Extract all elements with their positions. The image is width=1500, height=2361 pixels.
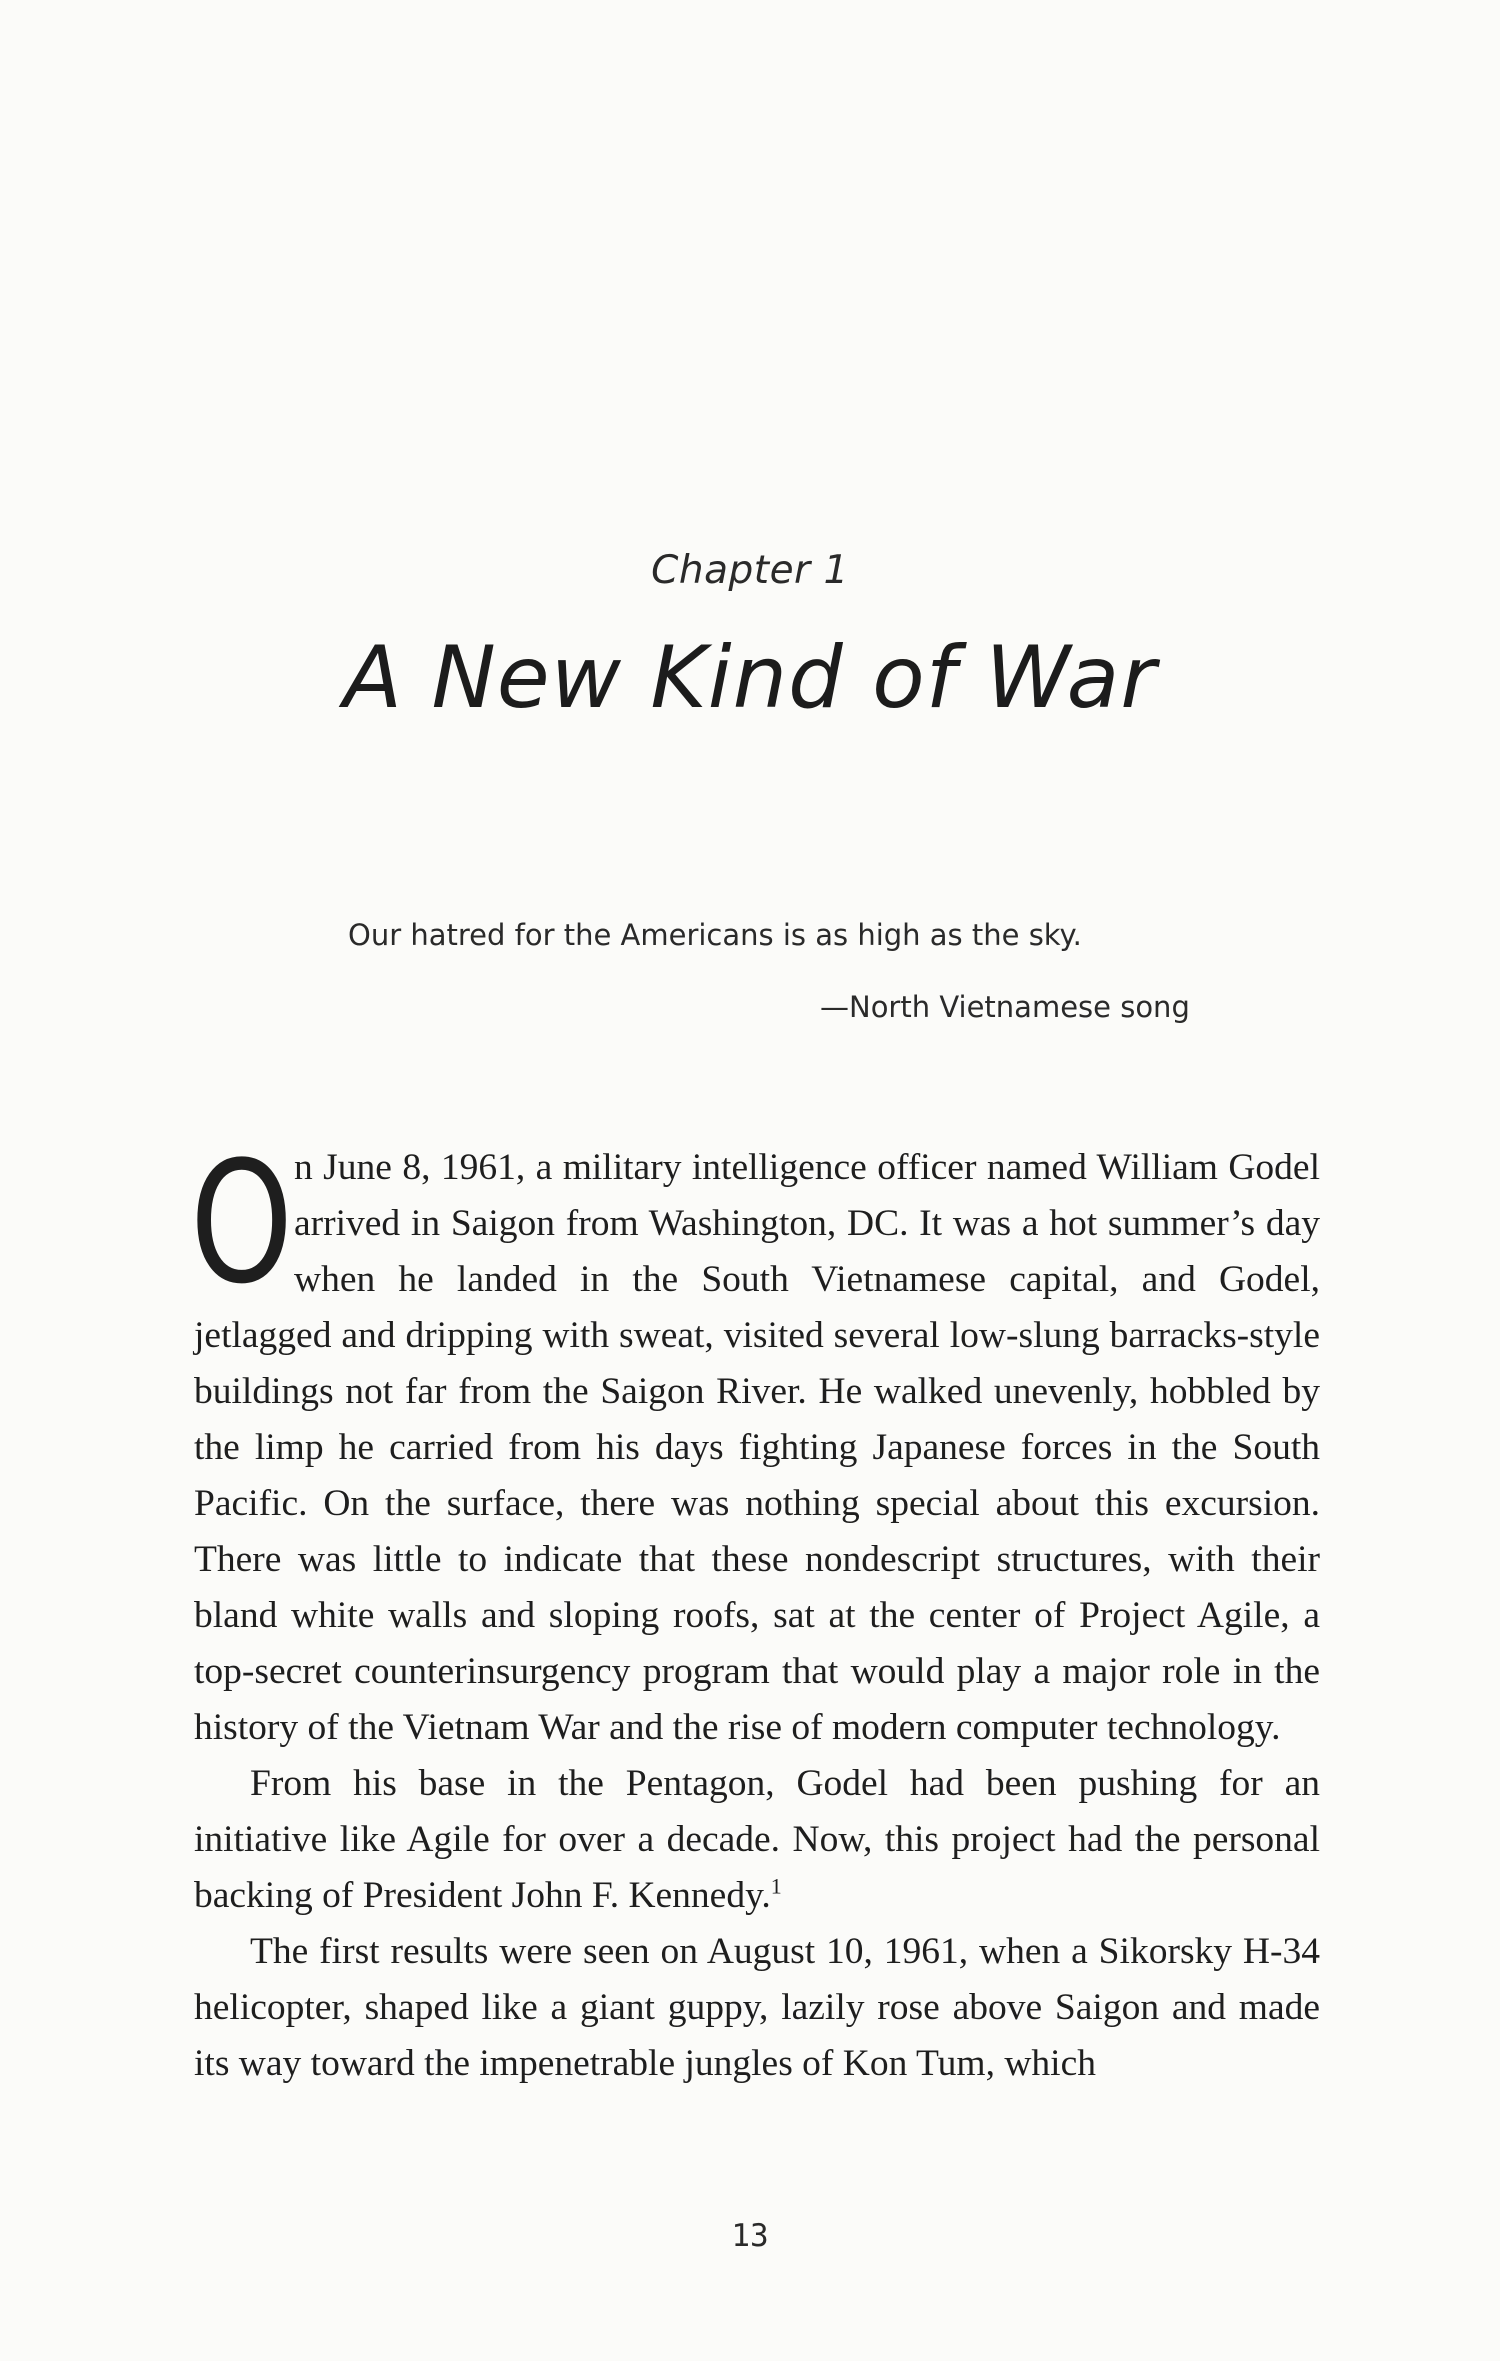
paragraph-1-text: n June 8, 1961, a military intelligence officer named William Godel arrived in Saigon from Washington, DC. It was a hot summer’s day when he landed in the South Vietnamese capital, and Godel, jetlagged and dripping with sweat, visited several low-slung barracks-style buildings not far from the Saigon River. He walked unevenly, hobbled by the limp he carried from his days fighting Japanese forces in the South Pacific. On the surface, there was nothing special about this excursion. There was little to indicate that these nondescript structures, with their bland white walls and sloping roofs, sat at the center of Project Agile, a top-secret counterinsurgency program that would play a major role in the history of the Vietnam War and the rise of modern computer technology.: [194, 1147, 1320, 1748]
paragraph-3: [194, 1924, 1320, 2092]
paragraph-2-text: From his base in the Pentagon, Godel had been pushing for an initiative like Agile for over a decade. Now, this project had the personal backing of President John F. Kennedy.: [194, 1763, 1320, 1916]
paragraph-2: [194, 1756, 1320, 1924]
page-number: 13: [731, 2218, 769, 2254]
chapter-body: [190, 1125, 1320, 2092]
epigraph-source: —North Vietnamese song: [820, 990, 1190, 1024]
chapter-title: A New Kind of War: [343, 628, 1157, 728]
drop-cap: O: [190, 1125, 294, 1321]
footnote-marker: 1: [770, 1873, 782, 1899]
epigraph-quote: Our hatred for the Americans is as high as the sky.: [348, 918, 1082, 952]
paragraph-1: [190, 1125, 1320, 1756]
paragraph-3-text: The first results were seen on August 10, 1961, when a Sikorsky H-34 helicopter, shaped like a giant guppy, lazily rose above Saigon and made its way toward the impenetrable jungles of Kon Tum, which: [194, 1931, 1320, 2084]
chapter-label: Chapter 1: [651, 548, 849, 593]
